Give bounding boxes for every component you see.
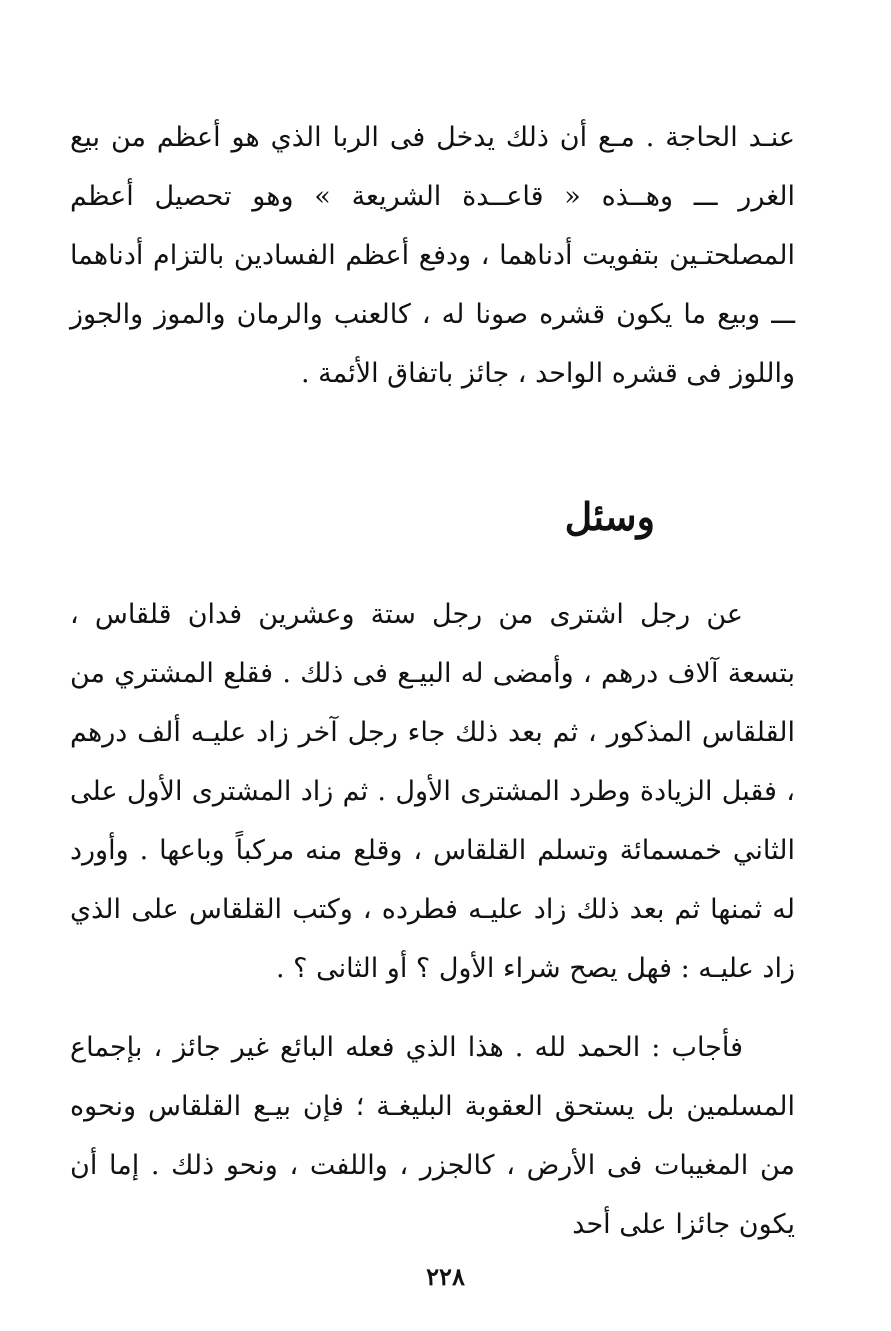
answer-paragraph: فأجاب : الحمد لله . هذا الذي فعله البائع غير جائز ، بإجماع المسلمين بل يستحق العقوبة البليغـة ؛ فإن بيـع القلقاس ونحوه من المغيبات فى الأرض ، كالجزر ، واللفت ، ونحو ذلك . إما أن يكون جائزا على أحد [70,1032,795,1240]
question-paragraph: عن رجل اشترى من رجل ستة وعشرين فدان قلقاس ، بتسعة آلاف درهم ، وأمضى له البيـع فى ذلك . فقلع المشتري من القلقاس المذكور ، ثم بعد ذلك جاء رجل آخر زاد عليـه ألف درهم ، فقبل الزيادة وطرد المشترى الأول . ثم زاد المشترى الأول على الثاني خمسمائة وتسلم القلقاس ، وقلع منه مركباً وباعها . وأورد له ثمنها ثم بعد ذلك زاد عليـه فطرده ، وكتب القلقاس على الذي زاد عليـه : فهل يصح شراء الأول ؟ أو الثانى ؟ . [70,599,795,984]
paragraph-spacer [70,998,795,1018]
book-page [70,108,795,1291]
intro-paragraph: عنـد الحاجة . مـع أن ذلك يدخل فى الربا الذي هو أعظم من بيع الغرر ـــ وهــذه « قاعــدة الشريعة » وهو تحصيل أعظم المصلحتـين بتفويت أدناهما ، ودفع أعظم الفسادين بالتزام أدناهما ـــ وبيع ما يكون قشره صونا له ، كالعنب والرمان والموز والجوز واللوز فى قشره الواحد ، جائز باتفاق الأئمة . [70,122,795,389]
page-number: ٢٢٨ [426,1262,465,1291]
section-heading: وسئل [564,494,655,539]
